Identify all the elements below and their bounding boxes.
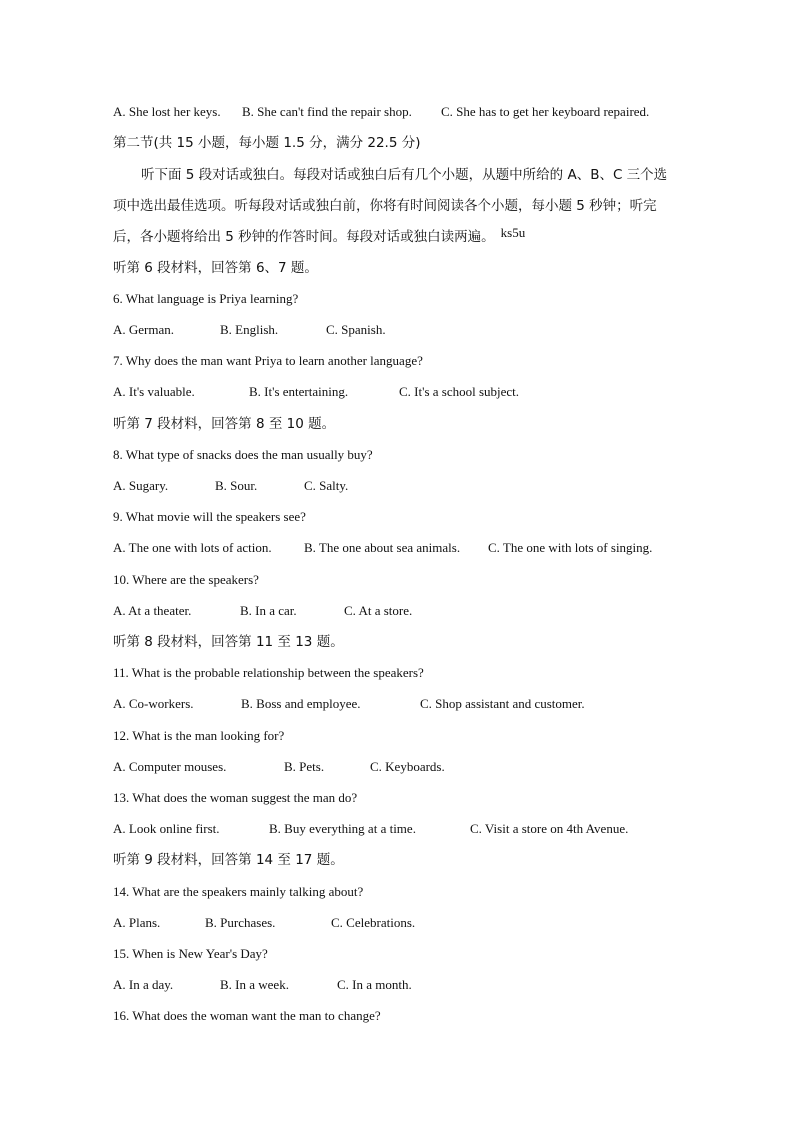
q12-option-a: A. Computer mouses.	[113, 759, 227, 774]
section-label-7: 听第 7 段材料，回答第 8 至 10 题。	[113, 416, 336, 432]
q15-option-b: B. In a week.	[220, 977, 289, 992]
q8-option-b: B. Sour.	[215, 478, 258, 493]
question-10: 10. Where are the speakers?	[113, 572, 259, 587]
q6-options	[113, 321, 386, 339]
q12-option-c: C. Keyboards.	[370, 759, 445, 774]
q11-option-a: A. Co-workers.	[113, 696, 194, 711]
question-12: 12. What is the man looking for?	[113, 728, 285, 743]
q7-option-b: B. It's entertaining.	[249, 384, 349, 399]
instructions-line-2: 项中选出最佳选项。听每段对话或独白前，你将有时间阅读各个小题，每小题 5 秒钟；听完	[113, 198, 657, 214]
q11-option-b: B. Boss and employee.	[241, 696, 361, 711]
q8-option-c: C. Salty.	[304, 478, 349, 493]
section-label-8: 听第 8 段材料，回答第 11 至 13 题。	[113, 634, 344, 650]
q15-option-a: A. In a day.	[113, 977, 174, 992]
q9-option-a: A. The one with lots of action.	[113, 540, 272, 555]
q13-option-a: A. Look online first.	[113, 821, 220, 836]
question-7: 7. Why does the man want Priya to learn another language?	[113, 353, 423, 368]
section2-header: 第二节(共 15 小题，每小题 1.5 分，满分 22.5 分)	[113, 135, 421, 151]
q9-options	[113, 539, 652, 557]
q10-option-c: C. At a store.	[344, 603, 413, 618]
question-15: 15. When is New Year's Day?	[113, 946, 268, 961]
instructions-line-1: 听下面 5 段对话或独白。每段对话或独白后有几个小题，从题中所给的 A、B、C 三个选	[141, 167, 668, 183]
q8-options	[113, 477, 348, 495]
q6-option-c: C. Spanish.	[326, 322, 386, 337]
question-8: 8. What type of snacks does the man usually buy?	[113, 447, 373, 462]
q7-option-c: C. It's a school subject.	[399, 384, 520, 399]
question-9: 9. What movie will the speakers see?	[113, 509, 306, 524]
section-label-6: 听第 6 段材料，回答第 6、7 题。	[113, 260, 318, 276]
q5-option-a: A. She lost her keys.	[113, 104, 221, 119]
q14-option-a: A. Plans.	[113, 915, 161, 930]
q5-options	[113, 103, 649, 121]
instructions-line-3	[113, 225, 526, 246]
question-11: 11. What is the probable relationship between the speakers?	[113, 665, 424, 680]
q6-option-a: A. German.	[113, 322, 175, 337]
q13-option-b: B. Buy everything at a time.	[269, 821, 416, 836]
q13-option-c: C. Visit a store on 4th Avenue.	[470, 821, 629, 836]
q11-options	[113, 695, 585, 713]
q5-option-b: B. She can't find the repair shop.	[242, 104, 412, 119]
q10-option-a: A. At a theater.	[113, 603, 192, 618]
q6-option-b: B. English.	[220, 322, 279, 337]
section-label-9: 听第 9 段材料，回答第 14 至 17 题。	[113, 852, 344, 868]
q7-option-a: A. It's valuable.	[113, 384, 195, 399]
q10-option-b: B. In a car.	[240, 603, 297, 618]
q10-options	[113, 602, 412, 620]
q7-options	[113, 383, 519, 401]
q14-options	[113, 914, 415, 932]
q8-option-a: A. Sugary.	[113, 478, 169, 493]
question-14: 14. What are the speakers mainly talking about?	[113, 884, 364, 899]
q15-option-c: C. In a month.	[337, 977, 412, 992]
question-16: 16. What does the woman want the man to change?	[113, 1008, 381, 1023]
q5-option-c: C. She has to get her keyboard repaired.	[441, 104, 650, 119]
q15-options	[113, 976, 412, 994]
q12-options	[113, 758, 445, 776]
q14-option-c: C. Celebrations.	[331, 915, 416, 930]
q12-option-b: B. Pets.	[284, 759, 325, 774]
q9-option-c: C. The one with lots of singing.	[488, 540, 653, 555]
q13-options	[113, 820, 628, 838]
q14-option-b: B. Purchases.	[205, 915, 276, 930]
watermark: ks5u	[500, 225, 526, 240]
instructions-line-3-text: 后，各小题将给出 5 秒钟的作答时间。每段对话或独白读两遍。	[113, 229, 495, 245]
q9-option-b: B. The one about sea animals.	[304, 540, 461, 555]
question-13: 13. What does the woman suggest the man do?	[113, 790, 358, 805]
q11-option-c: C. Shop assistant and customer.	[420, 696, 585, 711]
question-6: 6. What language is Priya learning?	[113, 291, 299, 306]
